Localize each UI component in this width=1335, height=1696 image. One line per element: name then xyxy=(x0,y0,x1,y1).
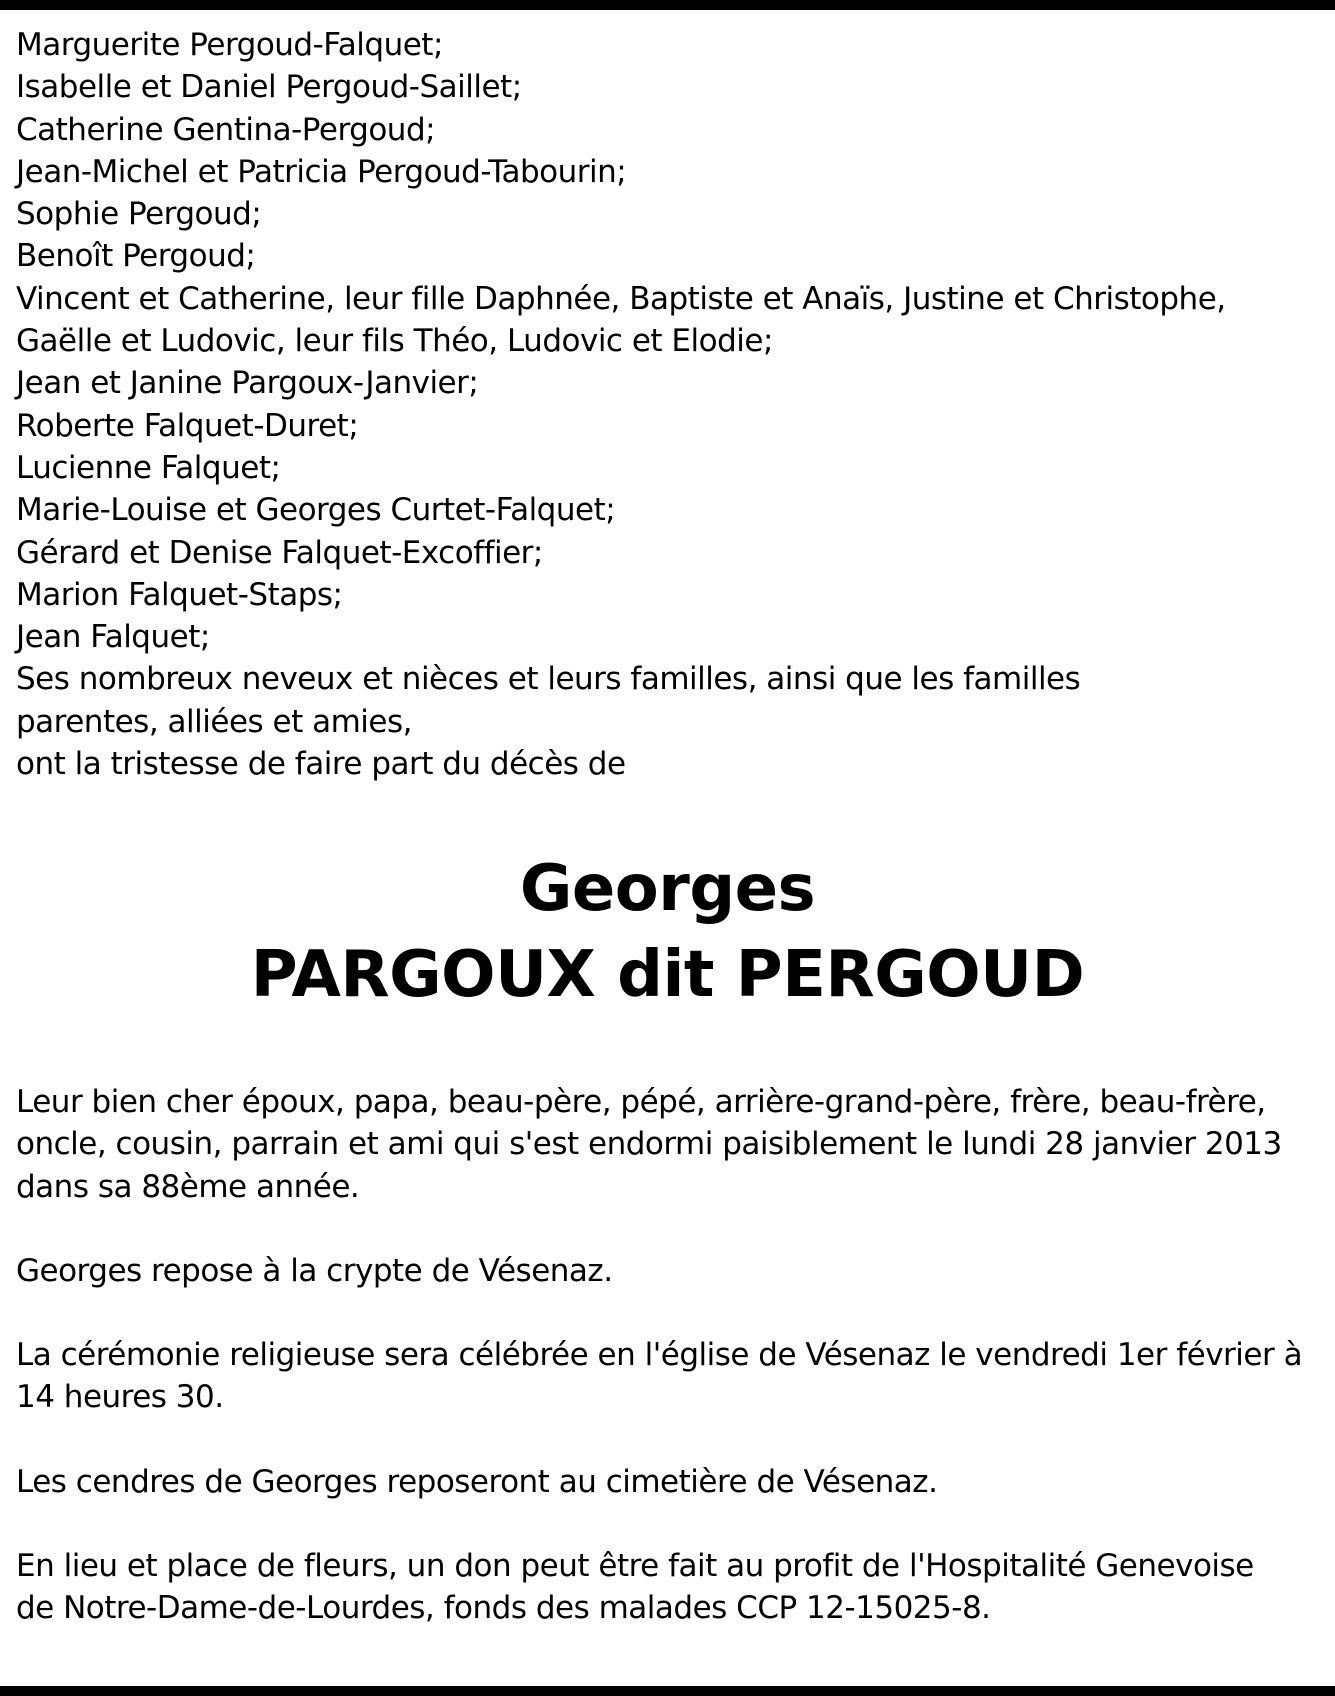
family-line: Marguerite Pergoud-Falquet; xyxy=(16,27,443,63)
paragraph-line: La cérémonie religieuse sera célébrée en l'église de Vésenaz le vendredi 1er février à xyxy=(16,1337,1303,1373)
top-border-rule xyxy=(0,0,1335,10)
family-line: Marie-Louise et Georges Curtet-Falquet; xyxy=(16,492,616,529)
ceremony-paragraph xyxy=(16,1334,1326,1419)
family-line: Jean et Janine Pargoux-Janvier; xyxy=(16,365,479,402)
deceased-first-name: Georges xyxy=(519,852,816,926)
paragraph-line: dans sa 88ème année. xyxy=(16,1168,360,1205)
paragraph-line: oncle, cousin, parrain et ami qui s'est endormi paisiblement le lundi 28 janvier 2013 xyxy=(16,1126,1282,1163)
paragraph-line: Les cendres de Georges reposeront au cimetière de Vésenaz. xyxy=(16,1464,938,1500)
family-line: Marion Falquet-Staps; xyxy=(16,576,343,613)
deceased-last-name: PARGOUX dit PERGOUD xyxy=(250,938,1085,1012)
family-line: Isabelle et Daniel Pergoud-Saillet; xyxy=(16,69,522,106)
paragraph-line: 14 heures 30. xyxy=(16,1379,224,1416)
tribute-paragraph xyxy=(16,1081,1326,1208)
family-line: Jean Falquet; xyxy=(16,619,210,656)
ashes-paragraph xyxy=(16,1461,1326,1503)
donation-paragraph xyxy=(16,1545,1326,1630)
paragraph-line: Leur bien cher époux, papa, beau-père, pépé, arrière-grand-père, frère, beau-frère, xyxy=(16,1084,1266,1120)
family-line: Sophie Pergoud; xyxy=(16,196,262,233)
family-line: Gaëlle et Ludovic, leur fils Théo, Ludovic et Elodie; xyxy=(16,323,773,360)
repose-paragraph xyxy=(16,1250,1326,1292)
family-mourners-list xyxy=(16,24,1316,785)
family-line: Ses nombreux neveux et nièces et leurs familles, ainsi que les familles xyxy=(16,661,1081,698)
paragraph-line: Georges repose à la crypte de Vésenaz. xyxy=(16,1253,613,1289)
family-line: Lucienne Falquet; xyxy=(16,449,281,486)
paragraph-line: En lieu et place de fleurs, un don peut être fait au profit de l'Hospitalité Genevoise xyxy=(16,1548,1254,1584)
family-line: Benoît Pergoud; xyxy=(16,238,256,275)
bottom-border-rule xyxy=(0,1686,1335,1696)
family-line: parentes, alliées et amies, xyxy=(16,703,412,740)
family-line: Catherine Gentina-Pergoud; xyxy=(16,111,436,148)
family-line: Gérard et Denise Falquet-Excoffier; xyxy=(16,534,543,571)
family-line: ont la tristesse de faire part du décès de xyxy=(16,746,626,783)
family-line: Jean-Michel et Patricia Pergoud-Tabourin; xyxy=(16,153,627,190)
family-line: Roberte Falquet-Duret; xyxy=(16,407,359,444)
paragraph-line: de Notre-Dame-de-Lourdes, fonds des malades CCP 12-15025-8. xyxy=(16,1590,991,1627)
family-line: Vincent et Catherine, leur fille Daphnée, Baptiste et Anaïs, Justine et Christophe, xyxy=(16,280,1226,317)
